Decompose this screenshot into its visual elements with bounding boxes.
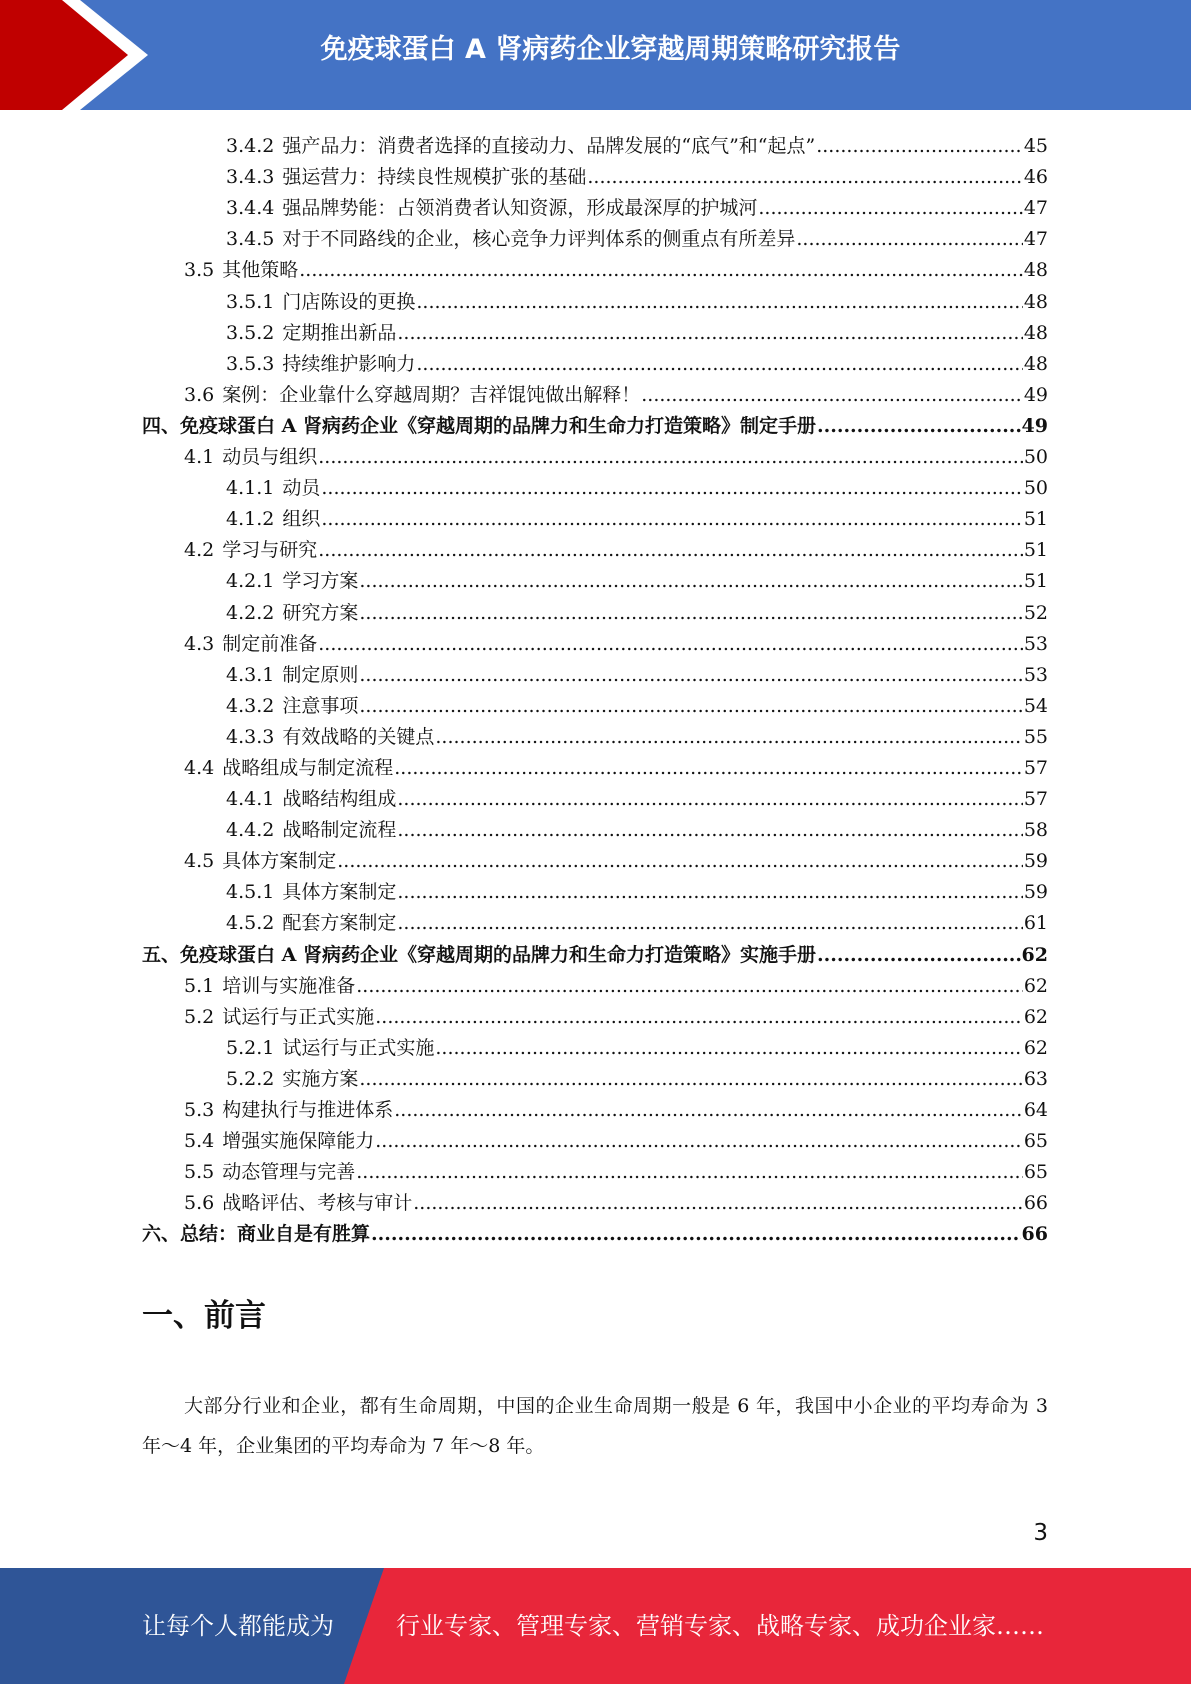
- toc-entry-page: 48: [1023, 321, 1048, 344]
- toc-entry-title: 学习方案: [282, 570, 359, 593]
- toc-entry-title: 战略结构组成: [282, 788, 397, 811]
- toc-leader-dots: [796, 226, 1022, 252]
- toc-leader-dots: [356, 1159, 1023, 1185]
- toc-entry-page: 62: [1021, 943, 1048, 966]
- toc-entry-title: 强品牌势能：占领消费者认知资源，形成最深厚的护城河: [282, 197, 758, 220]
- toc-entry-number: 4.4: [184, 756, 215, 779]
- toc-entry-title: 对于不同路线的企业，核心竞争力评判体系的侧重点有所差异: [282, 228, 796, 251]
- toc-entry-number: 4.5.1: [226, 881, 275, 904]
- toc-entry[interactable]: [142, 283, 1048, 314]
- toc-entry-number: 5.5: [184, 1161, 215, 1184]
- toc-entry-title: 动员与组织: [222, 446, 318, 469]
- toc-entry-page: 59: [1023, 850, 1048, 873]
- toc-entry-number: 3.5.3: [226, 352, 275, 375]
- toc-entry-page: 51: [1023, 508, 1048, 531]
- toc-entry-title: 战略制定流程: [282, 819, 397, 842]
- toc-entry-title: 具体方案制定: [282, 881, 397, 904]
- toc-entry-title: 培训与实施准备: [222, 974, 356, 997]
- toc-leader-dots: [359, 693, 1022, 719]
- footer-slogan-right: 行业专家、管理专家、营销专家、战略专家、成功企业家……: [396, 1612, 1044, 1640]
- toc-entry[interactable]: [142, 439, 1048, 470]
- toc-entry-number: 3.5.1: [226, 290, 275, 313]
- toc-entry-title: 动员: [282, 477, 321, 500]
- toc-entry[interactable]: [142, 128, 1048, 159]
- toc-entry-page: 48: [1023, 352, 1048, 375]
- toc-entry-page: 62: [1023, 1036, 1048, 1059]
- page-header: [0, 0, 1191, 110]
- toc-leader-dots: [359, 600, 1022, 626]
- toc-entry-page: 53: [1023, 632, 1048, 655]
- toc-entry-page: 47: [1023, 197, 1048, 220]
- toc-entry-title: 构建执行与推进体系: [222, 1099, 394, 1121]
- toc-entry-title: 强运营力：持续良性规模扩张的基础: [282, 166, 587, 189]
- toc-leader-dots: [321, 506, 1022, 532]
- toc-leader-dots: [321, 475, 1022, 501]
- toc-entry-page: 66: [1021, 1223, 1048, 1246]
- toc-entry[interactable]: [142, 159, 1048, 190]
- header-title: 免疫球蛋白 A 肾病药企业穿越周期策略研究报告: [320, 34, 901, 65]
- toc-entry-number: 4.2.2: [226, 601, 275, 624]
- toc-leader-dots: [817, 942, 1021, 968]
- toc-entry-title: 具体方案制定: [222, 850, 337, 873]
- toc-entry-title: 案例：企业靠什么穿越周期？吉祥馄饨做出解释！: [222, 383, 641, 406]
- toc-entry-page: 62: [1023, 1005, 1048, 1028]
- toc-entry-title: 制定前准备: [222, 632, 318, 655]
- toc-entry-page: 65: [1023, 1130, 1048, 1153]
- toc-entry-title: 四、免疫球蛋白 A 肾病药企业《穿越周期的品牌力和生命力打造策略》制定手册: [142, 414, 816, 437]
- toc-entry-title: 战略组成与制定流程: [222, 756, 394, 779]
- toc-entry-page: 50: [1023, 477, 1048, 500]
- toc-entry[interactable]: [142, 1154, 1048, 1185]
- toc-leader-dots: [375, 1004, 1023, 1030]
- toc-entry[interactable]: [142, 750, 1048, 781]
- toc-entry-page: 61: [1023, 912, 1048, 935]
- toc-entry-number: 3.5.2: [226, 321, 275, 344]
- toc-entry[interactable]: [142, 346, 1048, 377]
- toc-entry-number: 5.3: [184, 1099, 215, 1121]
- toc-entry-number: 3.4.3: [226, 166, 275, 189]
- toc-entry-page: 53: [1023, 663, 1048, 686]
- toc-entry-title: 强产品力：消费者选择的直接动力、品牌发展的“底气”和“起点”: [282, 135, 816, 158]
- toc-leader-dots: [817, 413, 1021, 439]
- toc-entry-number: 4.1.2: [226, 508, 275, 531]
- toc-entry-page: 47: [1023, 228, 1048, 251]
- toc-entry[interactable]: [142, 532, 1048, 563]
- toc-leader-dots: [397, 786, 1022, 812]
- toc-leader-dots: [587, 164, 1022, 190]
- toc-leader-dots: [337, 848, 1023, 874]
- toc-entry[interactable]: [142, 936, 1048, 967]
- toc-entry-number: 3.4.4: [226, 197, 275, 220]
- section-heading: 一、前言: [142, 1298, 266, 1334]
- toc-leader-dots: [435, 1035, 1022, 1061]
- toc-entry-title: 增强实施保障能力: [222, 1130, 375, 1153]
- toc-entry[interactable]: [142, 377, 1048, 408]
- toc-leader-dots: [359, 568, 1022, 594]
- toc-entry-page: 57: [1023, 788, 1048, 811]
- toc-leader-dots: [394, 1097, 1023, 1123]
- toc-entry[interactable]: [142, 1030, 1048, 1061]
- toc-entry-number: 4.4.1: [226, 788, 275, 811]
- toc-entry-title: 试运行与正式实施: [282, 1036, 435, 1059]
- toc-entry-title: 有效战略的关键点: [282, 725, 435, 748]
- toc-leader-dots: [359, 1066, 1022, 1092]
- toc-entry-number: 4.5.2: [226, 912, 275, 935]
- toc-entry-title: 其他策略: [222, 259, 299, 282]
- toc-entry[interactable]: [142, 252, 1048, 283]
- toc-entry[interactable]: [142, 812, 1048, 843]
- toc-entry-title: 动态管理与完善: [222, 1161, 356, 1184]
- toc-entry[interactable]: [142, 999, 1048, 1030]
- toc-entry-page: 59: [1023, 881, 1048, 904]
- toc-entry[interactable]: [142, 501, 1048, 532]
- toc-entry-number: 5.2.1: [226, 1036, 275, 1059]
- toc-entry[interactable]: [142, 688, 1048, 719]
- toc-entry[interactable]: [142, 408, 1048, 439]
- toc-leader-dots: [397, 910, 1022, 936]
- toc-leader-dots: [413, 1190, 1023, 1216]
- toc-leader-dots: [758, 195, 1022, 221]
- toc-entry-page: 49: [1021, 414, 1048, 437]
- toc-leader-dots: [641, 382, 1023, 408]
- toc-entry-title: 五、免疫球蛋白 A 肾病药企业《穿越周期的品牌力和生命力打造策略》实施手册: [142, 943, 816, 966]
- toc-entry-page: 48: [1023, 259, 1048, 282]
- toc-entry-number: 4.4.2: [226, 819, 275, 842]
- toc-entry-page: 58: [1023, 819, 1048, 842]
- toc-entry-page: 51: [1023, 539, 1048, 562]
- toc-leader-dots: [416, 289, 1022, 315]
- toc-leader-dots: [416, 351, 1022, 377]
- toc-entry-title: 定期推出新品: [282, 321, 397, 344]
- toc-entry-title: 实施方案: [282, 1067, 359, 1090]
- toc-leader-dots: [318, 537, 1023, 563]
- toc-leader-dots: [375, 1128, 1023, 1154]
- toc-entry[interactable]: [142, 626, 1048, 657]
- toc-entry[interactable]: [142, 843, 1048, 874]
- toc-leader-dots: [318, 631, 1023, 657]
- table-of-contents: [142, 128, 1048, 1247]
- toc-entry-number: 4.1.1: [226, 477, 275, 500]
- toc-entry-title: 门店陈设的更换: [282, 290, 416, 313]
- toc-entry[interactable]: [142, 874, 1048, 905]
- toc-entry-page: 62: [1023, 974, 1048, 997]
- toc-entry-page: 46: [1023, 166, 1048, 189]
- toc-leader-dots: [816, 133, 1023, 159]
- toc-leader-dots: [299, 257, 1023, 283]
- toc-entry-page: 54: [1023, 694, 1048, 717]
- toc-leader-dots: [359, 662, 1022, 688]
- toc-entry-number: 3.4.2: [226, 135, 275, 158]
- toc-entry-page: 48: [1023, 290, 1048, 313]
- toc-entry[interactable]: [142, 190, 1048, 221]
- toc-entry-title: 配套方案制定: [282, 912, 397, 935]
- toc-leader-dots: [435, 724, 1022, 750]
- toc-entry[interactable]: [142, 1092, 1048, 1123]
- toc-entry-page: 52: [1023, 601, 1048, 624]
- toc-entry-number: 4.5: [184, 850, 215, 873]
- toc-leader-dots: [371, 1221, 1021, 1247]
- toc-entry-page: 64: [1023, 1099, 1048, 1121]
- toc-entry-number: 3.4.5: [226, 228, 275, 251]
- toc-entry[interactable]: [142, 1185, 1048, 1216]
- toc-entry-title: 研究方案: [282, 601, 359, 624]
- toc-entry-number: 5.2.2: [226, 1067, 275, 1090]
- toc-leader-dots: [356, 973, 1023, 999]
- toc-entry-page: 49: [1023, 383, 1048, 406]
- toc-entry-title: 学习与研究: [222, 539, 318, 562]
- toc-entry-title: 组织: [282, 508, 321, 531]
- toc-entry-page: 50: [1023, 446, 1048, 469]
- toc-entry-number: 5.2: [184, 1005, 215, 1028]
- toc-entry-number: 4.1: [184, 446, 215, 469]
- toc-entry-number: 4.3.3: [226, 725, 275, 748]
- page-footer: [0, 1568, 1191, 1684]
- toc-entry[interactable]: [142, 470, 1048, 501]
- toc-entry-title: 注意事项: [282, 694, 359, 717]
- toc-entry-page: 57: [1023, 756, 1048, 779]
- toc-entry-title: 持续维护影响力: [282, 352, 416, 375]
- toc-entry[interactable]: [142, 563, 1048, 594]
- page-number: 3: [1033, 1520, 1048, 1546]
- toc-entry-number: 5.1: [184, 974, 215, 997]
- toc-entry[interactable]: [142, 315, 1048, 346]
- toc-entry-number: 4.3.2: [226, 694, 275, 717]
- toc-entry-number: 5.6: [184, 1192, 215, 1215]
- toc-entry-title: 试运行与正式实施: [222, 1005, 375, 1028]
- toc-entry-title: 六、总结：商业自是有胜算: [142, 1223, 371, 1246]
- toc-leader-dots: [394, 755, 1023, 781]
- toc-entry-number: 4.3: [184, 632, 215, 655]
- toc-entry-page: 65: [1023, 1161, 1048, 1184]
- toc-entry[interactable]: [142, 719, 1048, 750]
- toc-entry-page: 45: [1023, 135, 1048, 158]
- toc-entry[interactable]: [142, 657, 1048, 688]
- toc-entry-number: 5.4: [184, 1130, 215, 1153]
- toc-entry[interactable]: [142, 1216, 1048, 1247]
- toc-entry-title: 制定原则: [282, 663, 359, 686]
- toc-entry[interactable]: [142, 594, 1048, 625]
- toc-entry-page: 51: [1023, 570, 1048, 593]
- toc-entry-page: 55: [1023, 725, 1048, 748]
- toc-entry[interactable]: [142, 1061, 1048, 1092]
- toc-leader-dots: [397, 879, 1022, 905]
- toc-entry[interactable]: [142, 905, 1048, 936]
- toc-entry[interactable]: [142, 968, 1048, 999]
- toc-entry[interactable]: [142, 221, 1048, 252]
- toc-entry-number: 3.6: [184, 383, 215, 406]
- toc-leader-dots: [318, 444, 1023, 470]
- toc-entry[interactable]: [142, 781, 1048, 812]
- toc-entry-page: 66: [1023, 1192, 1048, 1215]
- toc-entry-page: 63: [1023, 1067, 1048, 1090]
- toc-entry-number: 4.2.1: [226, 570, 275, 593]
- toc-entry[interactable]: [142, 1123, 1048, 1154]
- toc-leader-dots: [397, 817, 1022, 843]
- toc-entry-title: 战略评估、考核与审计: [222, 1192, 413, 1215]
- toc-entry-number: 4.3.1: [226, 663, 275, 686]
- toc-leader-dots: [397, 320, 1022, 346]
- footer-slogan-left: 让每个人都能成为: [142, 1612, 334, 1640]
- body-paragraph: 大部分行业和企业，都有生命周期，中国的企业生命周期一般是 6 年，我国中小企业的平均寿命为 3 年～4 年，企业集团的平均寿命为 7 年～8 年。: [142, 1395, 1048, 1457]
- toc-entry-number: 4.2: [184, 539, 215, 562]
- toc-entry-number: 3.5: [184, 259, 215, 282]
